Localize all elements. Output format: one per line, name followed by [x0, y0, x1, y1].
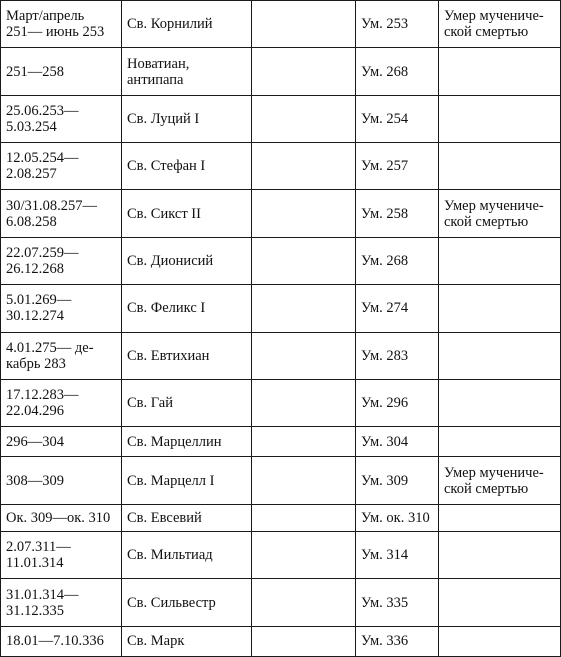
empty-cell — [252, 285, 356, 332]
table-row — [1, 379, 561, 426]
empty-cell — [252, 427, 356, 457]
note-cell: Умер мучениче- ской смертью — [439, 190, 561, 237]
dates-cell: 5.01.269— 30.12.274 — [1, 285, 122, 332]
pope-name-cell: Св. Марцеллин — [122, 427, 252, 457]
note-cell — [439, 532, 561, 579]
empty-cell — [252, 95, 356, 142]
pope-name-cell: Св. Сильвестр — [122, 579, 252, 626]
empty-cell — [252, 626, 356, 656]
empty-cell — [252, 532, 356, 579]
death-year-cell: Ум. 258 — [356, 190, 439, 237]
death-year-cell: Ум. 268 — [356, 48, 439, 95]
note-cell: Умер мучениче- ской смертью — [439, 457, 561, 504]
note-cell — [439, 143, 561, 190]
death-year-cell: Ум. 274 — [356, 285, 439, 332]
death-year-cell: Ум. 309 — [356, 457, 439, 504]
pope-name-cell: Св. Стефан I — [122, 143, 252, 190]
note-cell: Умер мучениче- ской смертью — [439, 1, 561, 48]
dates-cell: 2.07.311— 11.01.314 — [1, 532, 122, 579]
death-year-cell: Ум. 253 — [356, 1, 439, 48]
note-cell — [439, 48, 561, 95]
death-year-cell: Ум. 296 — [356, 379, 439, 426]
pope-name-cell: Св. Марк — [122, 626, 252, 656]
note-cell — [439, 427, 561, 457]
table-row — [1, 457, 561, 504]
empty-cell — [252, 504, 356, 531]
table-row — [1, 427, 561, 457]
dates-cell: 25.06.253— 5.03.254 — [1, 95, 122, 142]
table-row — [1, 626, 561, 656]
pope-name-cell: Св. Мильтиад — [122, 532, 252, 579]
table-row — [1, 143, 561, 190]
table-row — [1, 190, 561, 237]
note-cell — [439, 332, 561, 379]
note-cell — [439, 379, 561, 426]
empty-cell — [252, 237, 356, 284]
table-row — [1, 48, 561, 95]
table-body — [1, 1, 561, 657]
death-year-cell: Ум. 268 — [356, 237, 439, 284]
dates-cell: 17.12.283— 22.04.296 — [1, 379, 122, 426]
note-cell — [439, 504, 561, 531]
dates-cell: 4.01.275— де- кабрь 283 — [1, 332, 122, 379]
table-row — [1, 1, 561, 48]
pope-name-cell: Св. Сикст II — [122, 190, 252, 237]
note-cell — [439, 237, 561, 284]
empty-cell — [252, 457, 356, 504]
dates-cell: 296—304 — [1, 427, 122, 457]
dates-cell: 18.01—7.10.336 — [1, 626, 122, 656]
dates-cell: 251—258 — [1, 48, 122, 95]
death-year-cell: Ум. 283 — [356, 332, 439, 379]
pope-name-cell: Св. Феликс I — [122, 285, 252, 332]
death-year-cell: Ум. 254 — [356, 95, 439, 142]
note-cell — [439, 95, 561, 142]
pope-name-cell: Св. Марцелл I — [122, 457, 252, 504]
death-year-cell: Ум. 336 — [356, 626, 439, 656]
dates-cell: 308—309 — [1, 457, 122, 504]
table-row — [1, 332, 561, 379]
pope-name-cell: Св. Корнилий — [122, 1, 252, 48]
empty-cell — [252, 579, 356, 626]
death-year-cell: Ум. 335 — [356, 579, 439, 626]
pope-name-cell: Св. Евсевий — [122, 504, 252, 531]
note-cell — [439, 285, 561, 332]
empty-cell — [252, 143, 356, 190]
death-year-cell: Ум. 304 — [356, 427, 439, 457]
death-year-cell: Ум. 314 — [356, 532, 439, 579]
table-row — [1, 532, 561, 579]
empty-cell — [252, 1, 356, 48]
dates-cell: Март/апрель 251— июнь 253 — [1, 1, 122, 48]
table-row — [1, 95, 561, 142]
pope-name-cell: Св. Евтихиан — [122, 332, 252, 379]
empty-cell — [252, 190, 356, 237]
dates-cell: 22.07.259— 26.12.268 — [1, 237, 122, 284]
table-row — [1, 579, 561, 626]
death-year-cell: Ум. 257 — [356, 143, 439, 190]
table-row — [1, 285, 561, 332]
note-cell — [439, 626, 561, 656]
empty-cell — [252, 332, 356, 379]
note-cell — [439, 579, 561, 626]
table-row — [1, 237, 561, 284]
death-year-cell: Ум. ок. 310 — [356, 504, 439, 531]
empty-cell — [252, 48, 356, 95]
dates-cell: 12.05.254— 2.08.257 — [1, 143, 122, 190]
empty-cell — [252, 379, 356, 426]
pope-name-cell: Св. Дионисий — [122, 237, 252, 284]
pope-name-cell: Св. Луций I — [122, 95, 252, 142]
pope-name-cell: Св. Гай — [122, 379, 252, 426]
pope-name-cell: Новатиан, антипапа — [122, 48, 252, 95]
table-row — [1, 504, 561, 531]
dates-cell: Ок. 309—ок. 310 — [1, 504, 122, 531]
dates-cell: 30/31.08.257— 6.08.258 — [1, 190, 122, 237]
dates-cell: 31.01.314— 31.12.335 — [1, 579, 122, 626]
